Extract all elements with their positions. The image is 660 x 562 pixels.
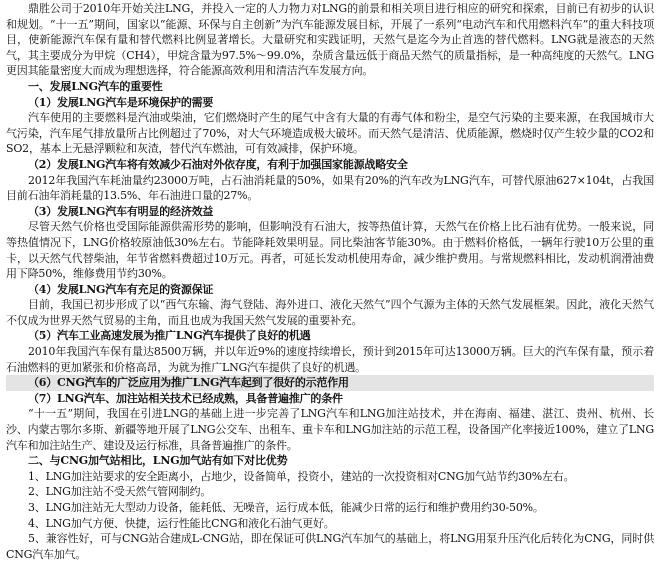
item-1-title: （1）发展LNG汽车是环境保护的需要	[28, 95, 214, 109]
advantage-5: 5、兼容性好，可与CNG站合建成L-CNG站，即在保证可供LNG汽车加气的基础上，将LNG用泵升压汽化后转化为CNG，同时供CNG汽车加气。	[6, 532, 654, 561]
advantage-4: 4、LNG加气方便、快捷，运行性能比CNG和液化石油气更好。	[28, 516, 335, 530]
intro-paragraph: 鼎胜公司于2010年开始关注LNG，并投入一定的人力物力对LNG的前景和相关项目进行相应的研究和探索，目前已有初步的认识和规划。“十一五”期间，国家以“能源、环保与自主创新”为汽车能源发展目标，开展了一系列“电动汽车和代用燃料汽车”的重大科技项目，使新能源汽车保有量和替代燃料比例显著增长。大量研究和实践证明，天然气是迄今为止首选的替代燃料。LNG就是液态的天然气，其主要成分为甲烷（CH4），甲烷含量为97.5%～99.0%，杂质含量远低于商品天然气的质量指标，是一种高纯度的天然气。LNG更因其能量密度大而成为理想选择，符合能源高效利用和清洁汽车发展方向。	[6, 2, 654, 78]
item-2-body: 2012年我国汽车耗油量约23000万吨，占石油消耗量的50%，如果有20%的汽车改为LNG汽车，可替代原油627×104t，占我国目前石油年消耗量的13.5%、年石油进口量的27%。	[6, 173, 654, 203]
item-1-body: 汽车使用的主要燃料是汽油或柴油，它们燃烧时产生的尾气中含有大量的有毒气体和粉尘，是空气污染的主要来源，在我国城市大气污染，汽车尾气排放量所占比例超过了70%，对大气环境造成极大破坏。而天然气是清洁、优质能源，燃烧时仅产生较少量的CO2和SO2，基本上无悬浮颗粒和灰渣，替代汽车燃油，可有效减排，保护环境。	[6, 111, 654, 156]
item-7-title: （7）LNG汽车、加注站相关技术已经成熟，具备普遍推广的条件	[28, 391, 343, 405]
section-1-heading: 一、发展LNG汽车的重要性	[28, 79, 163, 93]
item-4-body: 目前，我国已初步形成了以“西气东输、海气登陆、海外进口、液化天然气”四个气源为主体的天然气发展框架。因此，液化天然气不仅成为世界天然气贸易的主角，而且也成为我国天然气发展的重要补充。	[6, 298, 654, 327]
advantage-2: 2、LNG加注站不受天然气管网制约。	[28, 485, 212, 499]
item-4-title: （4）发展LNG汽车有充足的资源保证	[28, 282, 214, 296]
item-7-body: “十一五”期间，我国在引进LNG的基础上进一步完善了LNG汽车和LNG加注站技术，并在海南、福建、湛江、贵州、杭州、长沙、内蒙古鄂尔多斯、新疆等地开展了LNG公交车、出租车、重卡车和LNG加注站的示范工程，设备国产化率接近100%，建立了LNG汽车和加注站生产、建设及运行标准，具备普遍推广的条件。	[6, 407, 654, 452]
item-5-body: 2010年我国汽车保有量达8500万辆，并以年近9%的速度持续增长，预计到2015年可达13000万辆。巨大的汽车保有量，预示着石油燃料的更加紧张和价格高昂，为就为推广LNG汽车提供了良好的机遇。	[6, 345, 654, 374]
item-6-title: （6）CNG汽车的广泛应用为推广LNG汽车起到了很好的示范作用	[6, 375, 654, 391]
advantage-1: 1、LNG加注站要求的安全距离小，占地少，设备简单，投资小，建站的一次投资相对CNG加气站节约30%左右。	[28, 469, 575, 483]
advantage-3: 3、LNG加注站无大型动力设备，能耗低、无噪音，运行成本低，能减少日常的运行和维护费用约30-50%。	[28, 501, 544, 514]
item-3-title: （3）发展LNG汽车有明显的经济效益	[28, 204, 214, 218]
item-2-title: （2）发展LNG汽车将有效减少石油对外依存度，有利于加强国家能源战略安全	[28, 157, 408, 171]
item-3-body: 尽管天然气价格也受国际能源供需形势的影响，但影响没有石油大，按等热值计算，天然气在价格上比石油有优势。一般来说，同等热值情况下，LNG价格较原油低30%左右。节能降耗效果明显。同比柴油客节能30%。由于燃料价格低，一辆年行驶10万公里的重卡，以天然气代替柴油，年节省燃料费超过10万元。再者，可延长发动机使用寿命，减少维护费用。与常规燃料相比，发动机润滑油费用下降50%，维修费用节约30%。	[6, 220, 654, 281]
section-2-heading: 二、与CNG加气站相比，LNG加气站有如下对比优势	[28, 454, 288, 468]
item-5-title: （5）汽车工业高速发展为推广LNG汽车提供了良好的机遇	[28, 329, 311, 343]
